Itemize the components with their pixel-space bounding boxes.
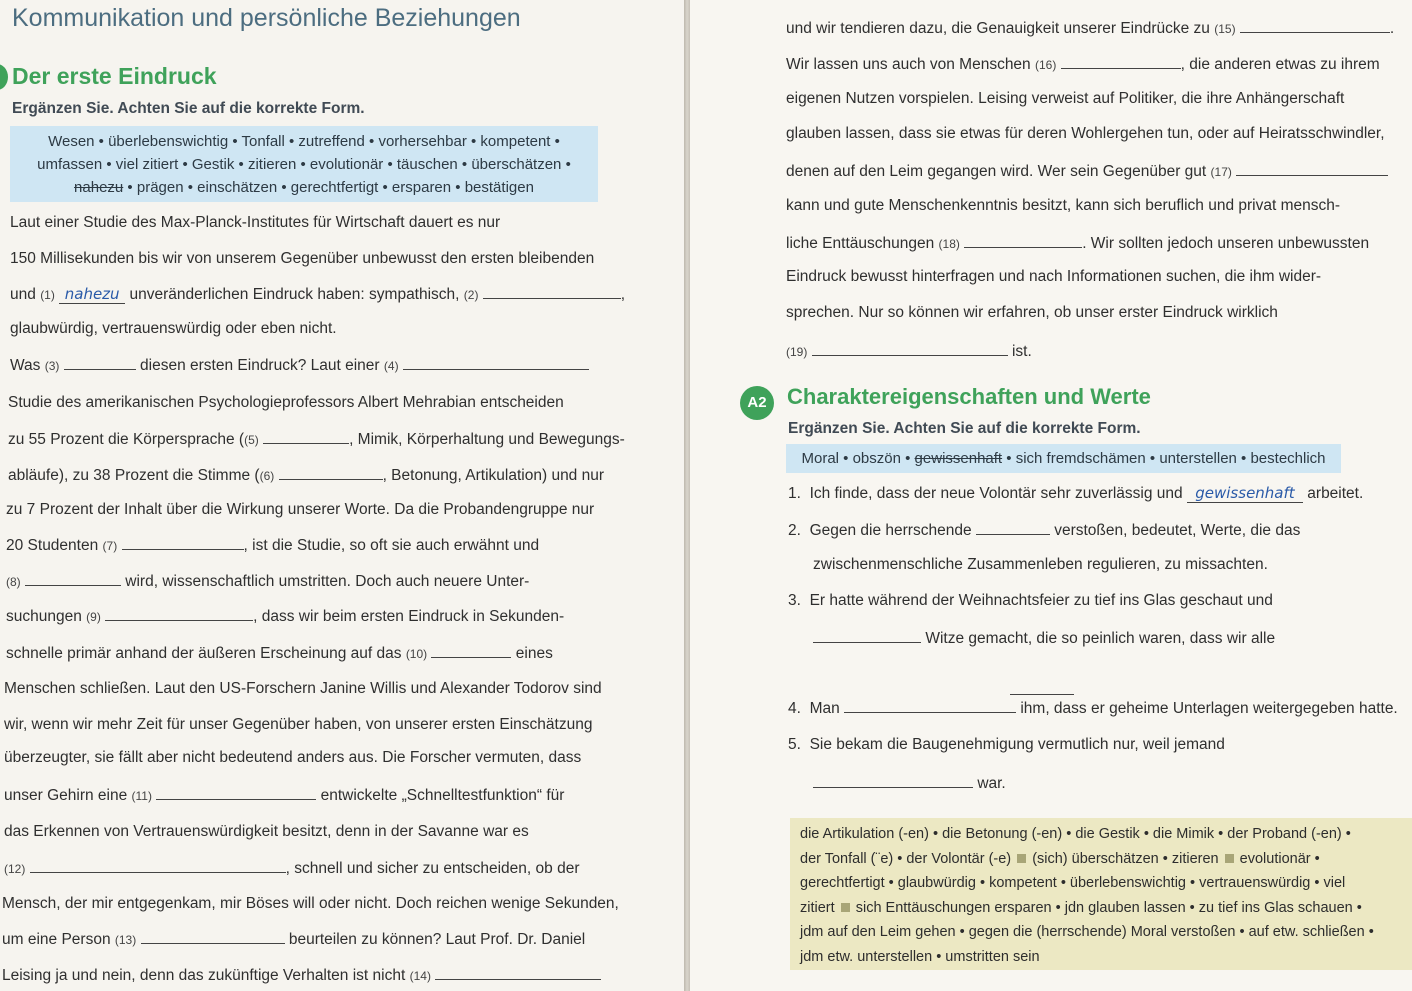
gap-15-blank[interactable] [1240,18,1390,33]
section-marker-a1 [0,64,8,90]
glossary-line: der Tonfall (¨e) • der Volontär (-e) (sich) überschätzen • zitieren evolutionär • [800,850,1320,867]
text-line: um eine Person (13) beurteilen zu können? Laut Prof. Dr. Daniel [2,931,586,948]
gap-8-blank[interactable] [25,571,121,586]
exercise-item-1: 1. Ich finde, dass der neue Volontär sehr zuverlässig und gewissenhaft arbeitet. [788,484,1364,502]
gap-19-blank[interactable] [812,341,1008,356]
item-3-blank-b[interactable] [1010,680,1074,700]
item-1-answer: gewissenhaft [1187,484,1303,503]
text-line: denen auf den Leim gegangen wird. Wer sein Gegenüber gut (17) [786,161,1388,181]
section-title-a2: Charaktereigenschaften und Werte [787,384,1151,409]
text-line: Eindruck bewusst hinterfragen und nach Informationen suchen, die ihm wider- [786,268,1322,285]
text-line: Laut einer Studie des Max-Planck-Institutes für Wirtschaft dauert es nur [10,214,501,231]
gap-7-blank[interactable] [122,535,244,550]
text-line: abläufe), zu 38 Prozent die Stimme ((6) , Betonung, Artikulation) und nur [8,467,605,484]
gap-2-blank[interactable] [483,284,621,299]
text-line: Was (3) diesen ersten Eindruck? Laut einer (4) [10,355,589,375]
exercise-item-4: 4. Man ihm, dass er geheime Unterlagen weitergegeben hatte. [788,700,1398,717]
text-line: 150 Millisekunden bis wir von unserem Gegenüber unbewusst den ersten bleibenden [10,250,595,267]
text-line: glauben lassen, dass sie etwas für deren Wohlergehen tun, oder auf Heiratsschwindler, [786,125,1385,142]
text-line: glaubwürdig, vertrauenswürdig oder eben nicht. [10,320,337,337]
text-line: war. [813,773,1006,793]
gap-10-blank[interactable] [431,643,511,658]
separator-square-icon [1017,854,1026,863]
text-line: schnelle primär anhand der äußeren Erscheinung auf das (10) eines [6,645,553,662]
glossary-line: zitiert sich Enttäuschungen ersparen • jdn glauben lassen • zu tief ins Glas schauen • [800,899,1362,916]
text-line: Mensch, der mir entgegenkam, mir Böses will oder nicht. Doch reichen wenige Sekunden, [2,895,619,912]
gap-number: (2) [463,288,479,302]
text-line: Leising ja und nein, denn das zukünftige Verhalten ist nicht (14) [2,965,601,985]
text-line: (12) , schnell und sicher zu entscheiden, ob der [4,860,580,877]
gap-3-blank[interactable] [64,355,136,370]
exercise-item-2: 2. Gegen die herrschende verstoßen, bedeutet, Werte, die das [788,522,1301,539]
text-line: (19) ist. [786,343,1032,360]
separator-square-icon [841,903,850,912]
text-line: und (1) nahezu unveränderlichen Eindruck haben: sympathisch, (2) , [10,285,626,303]
chapter-title: Kommunikation und persönliche Beziehungen [12,4,521,32]
left-page [0,0,684,991]
text-line: 20 Studenten (7) , ist die Studie, so oft sie auch erwähnt und [6,537,540,554]
gap-6-blank[interactable] [279,465,383,480]
gap-18-blank[interactable] [964,233,1082,248]
exercise-item-5: 5. Sie bekam die Baugenehmigung vermutlich nur, weil jemand [788,736,1225,753]
text-line: sprechen. Nur so können wir erfahren, ob unser erster Eindruck wirklich [786,304,1278,321]
struck-example-word: gewissenhaft [914,450,1003,467]
wordbox-a1 [10,126,598,202]
wordbox-a2: Moral • obszön • gewissenhaft • sich fremdschämen • unterstellen • bestechlich [786,444,1341,473]
text-line: überzeugter, sie fällt aber nicht bedeutend anders aus. Die Forscher vermuten, dass [4,749,582,766]
glossary-box [790,818,1412,970]
text-line: wir, wenn wir mehr Zeit für unser Gegenüber haben, von unserer ersten Einschätzung [4,716,593,733]
section-badge-a2: A2 [740,386,774,420]
text-line: zu 7 Prozent der Inhalt über die Wirkung unserer Worte. Da die Probandengruppe nur [6,501,595,518]
glossary-line: gerechtfertigt • glaubwürdig • kompetent • überlebenswichtig • vertrauenswürdig • viel [800,875,1346,891]
text-line: zwischenmenschliche Zusammenleben regulieren, zu missachten. [813,556,1268,573]
text-line: kann und gute Menschenkenntnis besitzt, kann sich beruflich und privat mensch- [786,197,1341,214]
exercise-item-3: 3. Er hatte während der Weihnachtsfeier zu tief ins Glas geschaut und [788,592,1273,609]
gap-1-answer: nahezu [59,285,125,304]
text-line: und wir tendieren dazu, die Genauigkeit unserer Eindrücke zu (15) . [786,20,1395,37]
wordbox-a1-line3: nahezu • prägen • einschätzen • gerechtfertigt • ersparen • bestätigen [74,179,534,196]
instruction-a2: Ergänzen Sie. Achten Sie auf die korrekte Form. [788,420,1141,437]
text-line: zu 55 Prozent die Körpersprache ((5) , Mimik, Körperhaltung und Bewegungs- [8,431,625,448]
gap-11-blank[interactable] [156,785,316,800]
item-5-blank[interactable] [813,773,973,788]
text-line: Menschen schließen. Laut den US-Forschern Janine Willis und Alexander Todorov sind [4,680,602,697]
text-line: eigenen Nutzen vorspielen. Leising verweist auf Politiker, die ihre Anhängerschaft [786,90,1345,107]
text-line: Witze gemacht, die so peinlich waren, dass wir alle [813,628,1275,648]
gap-13-blank[interactable] [141,929,285,944]
glossary-line: jdm auf den Leim gehen • gegen die (herrschende) Moral verstoßen • auf etw. schließen • [800,924,1374,940]
text-line: (8) wird, wissenschaftlich umstritten. Doch auch neuere Unter- [6,573,530,590]
gap-number: (1) [40,288,55,302]
text-line: Studie des amerikanischen Psychologieprofessors Albert Mehrabian entscheiden [8,394,564,411]
text-line: Wir lassen uns auch von Menschen (16) , die anderen etwas zu ihrem [786,56,1380,73]
text-line: unser Gehirn eine (11) entwickelte „Schnelltestfunktion“ für [4,787,565,804]
item-2-blank[interactable] [976,520,1050,535]
gap-16-blank[interactable] [1061,54,1181,69]
item-3-blank-a[interactable] [813,628,921,643]
gap-4-blank[interactable] [403,355,589,370]
text-line: suchungen (9) , dass wir beim ersten Eindruck in Sekunden- [6,608,565,625]
gap-14-blank[interactable] [435,965,601,980]
text-line: das Erkennen von Vertrauenswürdigkeit besitzt, denn in der Savanne war es [4,823,529,840]
glossary-line: jdm etw. unterstellen • umstritten sein [800,948,1040,965]
instruction-a1: Ergänzen Sie. Achten Sie auf die korrekte Form. [12,100,365,117]
text-line: liche Enttäuschungen (18) . Wir sollten jedoch unseren unbewussten [786,235,1370,252]
wordbox-a1-line2: umfassen • viel zitiert • Gestik • zitieren • evolutionär • täuschen • überschätzen • [37,156,571,173]
section-title-a1: Der erste Eindruck [12,63,217,89]
gap-5-blank[interactable] [263,429,349,444]
gap-17-blank[interactable] [1236,161,1388,176]
separator-square-icon [1225,854,1234,863]
gap-12-blank[interactable] [30,858,286,873]
gap-9-blank[interactable] [105,606,253,621]
struck-example-word: nahezu [74,179,124,196]
glossary-line: die Artikulation (-en) • die Betonung (-en) • die Gestik • die Mimik • der Proband (-en) • [800,826,1351,842]
wordbox-a1-line1: Wesen • überlebenswichtig • Tonfall • zutreffend • vorhersehbar • kompetent • [48,133,560,150]
item-4-blank[interactable] [844,698,1016,713]
